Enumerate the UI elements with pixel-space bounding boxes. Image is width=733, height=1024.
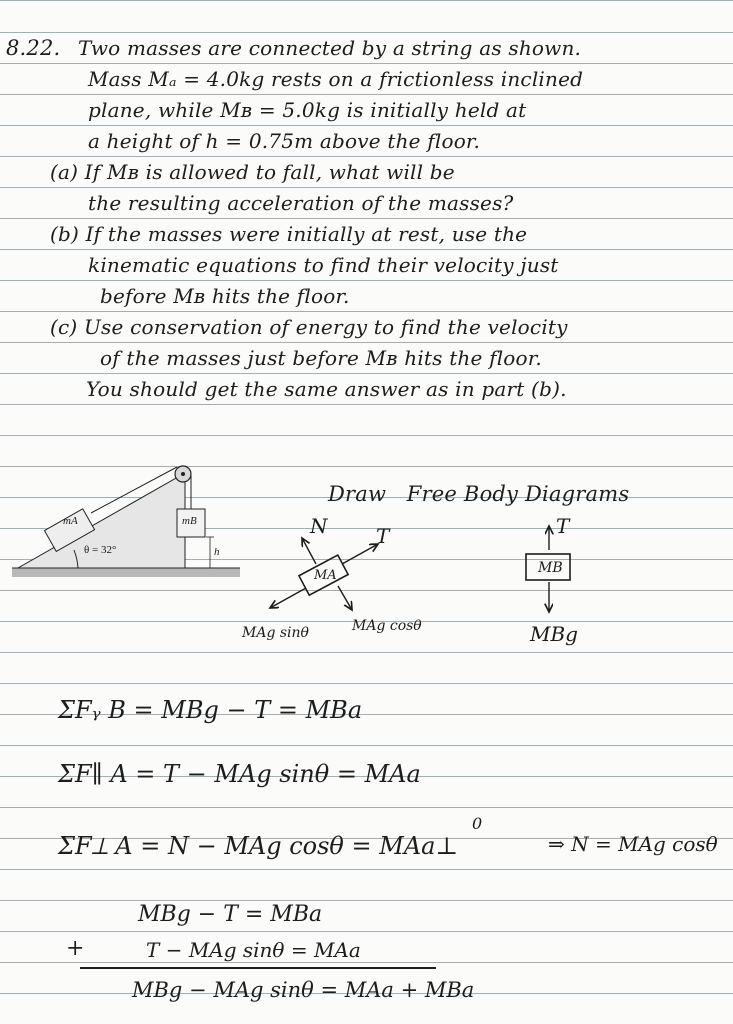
equation-sum-line-2: T − MAg sinθ = MAa (146, 938, 361, 962)
equation-sum-plus: + (66, 936, 85, 961)
fbd-b-weight-label: MBg (530, 622, 578, 646)
fbd-a-tension-label: T (376, 524, 390, 548)
equation-sum-fy-b: ΣFᵧ B = MBg − T = MBa (58, 696, 363, 724)
statement-line-1: Two masses are connected by a string as shown. (78, 36, 582, 60)
fbd-a-normal-label: N (310, 514, 328, 538)
incline-figure (10, 455, 250, 605)
fbd-heading: Draw Free Body Diagrams (328, 482, 630, 506)
part-a-line-2: the resulting acceleration of the masses? (88, 191, 514, 215)
part-b-line-2: kinematic equations to find their velocity just (88, 253, 559, 277)
equation-sum-fperp-a: ΣF⟂ A = N − MAg cosθ = MAa⊥ (58, 832, 459, 860)
sum-divider-line (80, 967, 436, 969)
statement-line-3: plane, while Mʙ = 5.0kg is initially held at (88, 98, 527, 122)
part-b-line-3: before Mʙ hits the floor. (100, 284, 350, 308)
part-c-line-3: You should get the same answer as in part (b). (86, 377, 567, 401)
equation-sum-fpar-a: ΣF∥ A = T − MAg sinθ = MAa (58, 760, 421, 788)
equation-normal-result: ⇒ N = MAg cosθ (548, 832, 718, 856)
fbd-a-parallel-label: MAg sinθ (242, 625, 309, 641)
equation-sum-line-1: MBg − T = MBa (138, 902, 323, 927)
mass-a-label: mA (63, 515, 78, 527)
mass-b-label: mB (182, 515, 197, 527)
fbd-a-box-label: MA (314, 568, 337, 583)
statement-line-4: a height of h = 0.75m above the floor. (88, 129, 481, 153)
angle-label: θ = 32° (84, 544, 117, 556)
part-c-line-2: of the masses just before Mʙ hits the floor. (100, 346, 542, 370)
height-label: h (214, 546, 220, 558)
equation-sum-result: MBg − MAg sinθ = MAa + MBa (132, 978, 475, 1002)
equation-perp-zero: 0 (472, 814, 483, 833)
fbd-a-perp-label: MAg cosθ (352, 618, 422, 634)
statement-line-2: Mass Mₐ = 4.0kg rests on a frictionless inclined (88, 67, 584, 91)
part-a-line-1: (a) If Mʙ is allowed to fall, what will be (50, 160, 455, 184)
fbd-b-box-label: MB (538, 560, 563, 576)
part-b-line-1: (b) If the masses were initially at rest, use the (50, 222, 528, 246)
part-c-line-1: (c) Use conservation of energy to find the velocity (50, 315, 568, 339)
problem-number: 8.22. (6, 36, 61, 60)
fbd-b-tension-label: T (556, 514, 570, 538)
